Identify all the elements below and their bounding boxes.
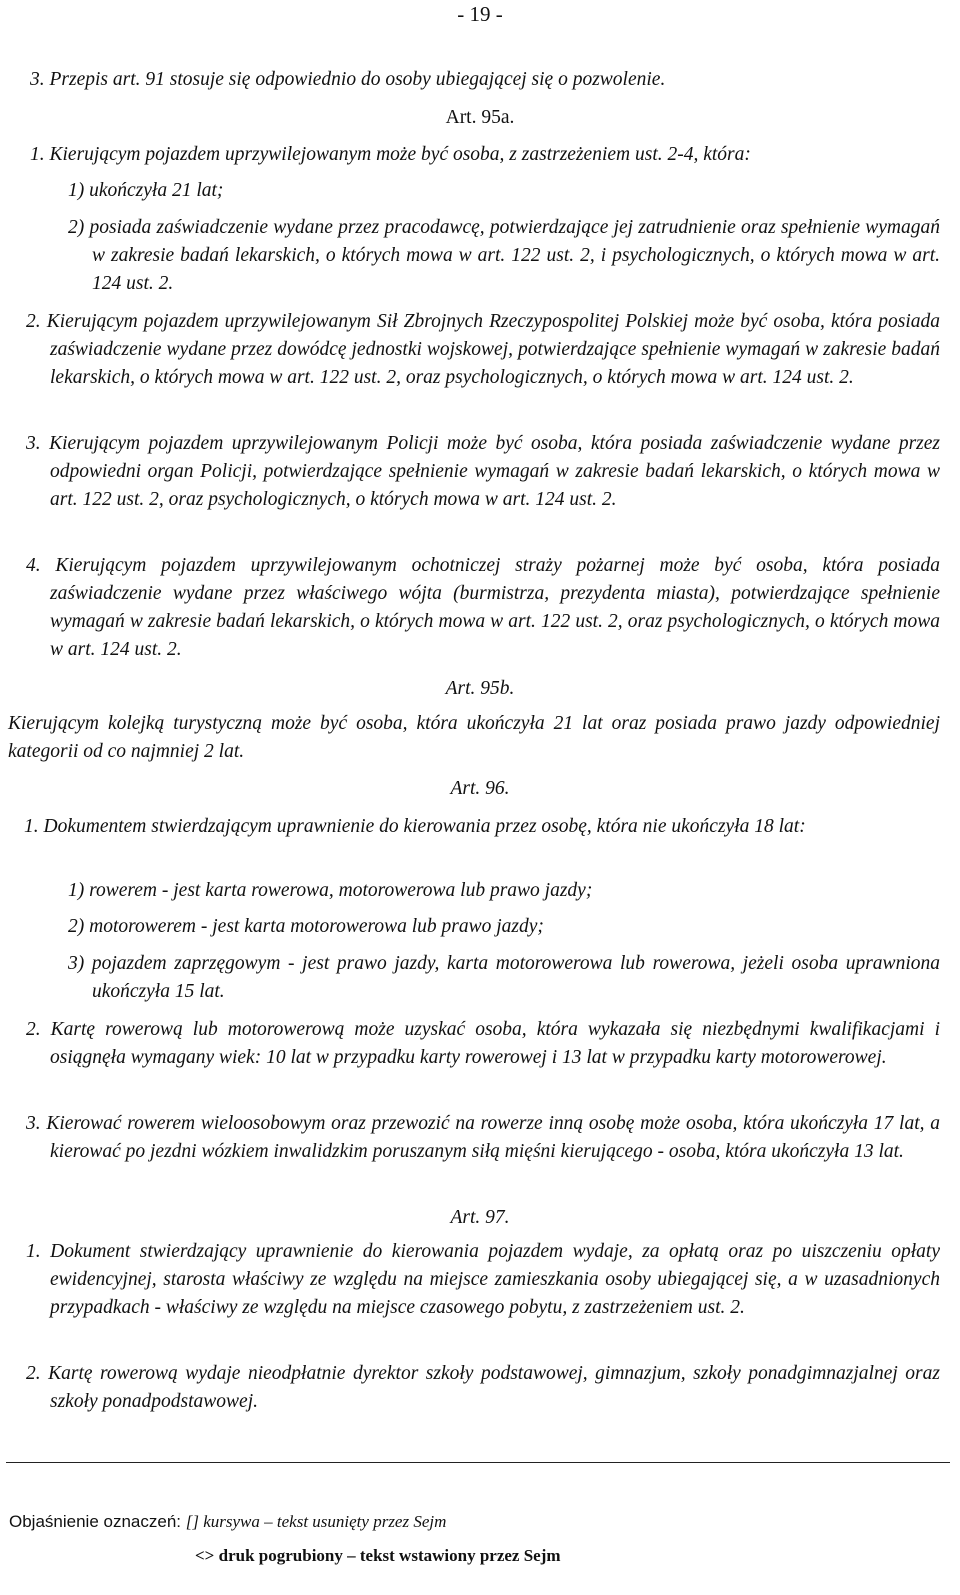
article-95b-heading: Art. 95b. xyxy=(445,678,515,699)
art97-paragraph-1: 1. Dokument stwierdzający uprawnienie do kierowania pojazdem wydaje, za opłatą oraz po uiszczeniu opłaty ewidencyjnej, starosta właściwy ze względu na miejsce zamieszkania osoby ubiegającej się, a w uzasadnionych przypadkach - właściwy ze względu na miejsce czasowego pobytu, z zastrzeżeniem ust. 2. xyxy=(26,1241,940,1318)
art96-paragraph-1: 1. Dokumentem stwierdzającym uprawnienie do kierowania przez osobę, która nie ukończyła 18 lat: xyxy=(24,816,806,837)
art96-paragraph-3: 3. Kierować rowerem wieloosobowym oraz przewozić na rowerze inną osobę może osoba, która ukończyła 17 lat, a kierować po jezdni wózkiem inwalidzkim poruszanym siłą mięśni kierującego - osoba, która ukończyła 13 lat. xyxy=(26,1113,940,1162)
article-95a-heading: Art. 95a. xyxy=(445,107,515,128)
footer-legend-italic-note: [] kursywa – tekst usunięty przez Sejm xyxy=(185,1512,447,1531)
art96-item-2: 2) motorowerem - jest karta motorowerowa lub prawo jazdy; xyxy=(68,916,544,937)
art95a-paragraph-3: 3. Kierującym pojazdem uprzywilejowanym Policji może być osoba, która posiada zaświadczenie wydane przez odpowiedni organ Policji, potwierdzające spełnienie wymagań w zakresie badań lekarskich, o których mowa w art. 122 ust. 2, oraz psychologicznych, o których mowa w art. 124 ust. 2. xyxy=(26,433,940,510)
footer-legend-label: Objaśnienie oznaczeń: xyxy=(9,1512,182,1531)
art96-item-1: 1) rowerem - jest karta rowerowa, motorowerowa lub prawo jazdy; xyxy=(68,880,593,901)
art95a-item-2: 2) posiada zaświadczenie wydane przez pracodawcę, potwierdzające jej zatrudnienie oraz spełnienie wymagań w zakresie badań lekarskich, o których mowa w art. 122 ust. 2, i psychologicznych, o których mowa w art. 124 ust. 2. xyxy=(68,217,940,294)
art95a-paragraph-2: 2. Kierującym pojazdem uprzywilejowanym Sił Zbrojnych Rzeczypospolitej Polskiej może być osoba, która posiada zaświadczenie wydane przez dowódcę jednostki wojskowej, potwierdzające spełnienie wymagań w zakresie badań lekarskich, o których mowa w art. 122 ust. 2, oraz psychologicznych, o których mowa w art. 124 ust. 2. xyxy=(26,311,940,388)
art95a-paragraph-1: 1. Kierującym pojazdem uprzywilejowanym może być osoba, z zastrzeżeniem ust. 2-4, która: xyxy=(30,144,751,165)
art95b-text: Kierującym kolejką turystyczną może być osoba, która ukończyła 21 lat oraz posiada prawo jazdy odpowiedniej kategorii od co najmniej 2 lat. xyxy=(8,713,940,762)
art96-paragraph-2: 2. Kartę rowerową lub motorowerową może uzyskać osoba, która wykazała się niezbędnymi kwalifikacjami i osiągnęła wymagany wiek: 10 lat w przypadku karty rowerowej i 13 lat w przypadku karty motorowerowej. xyxy=(26,1019,940,1068)
art95a-paragraph-4: 4. Kierującym pojazdem uprzywilejowanym ochotniczej straży pożarnej może być osoba, która posiada zaświadczenie wydane przez właściwego wójta (burmistrza, prezydenta miasta), potwierdzające spełnienie wymagań w zakresie badań lekarskich, o których mowa w art. 122 ust. 2, oraz psychologicznych, o których mowa w art. 124 ust. 2. xyxy=(26,555,940,660)
footer-legend-line-1 xyxy=(9,1512,446,1532)
art95a-item-1: 1) ukończyła 21 lat; xyxy=(68,180,224,201)
footer-divider xyxy=(6,1462,950,1463)
footer-legend-bold-note: <> druk pogrubiony – tekst wstawiony przez Sejm xyxy=(195,1546,561,1565)
article-97-heading: Art. 97. xyxy=(450,1207,510,1228)
page-number: - 19 - xyxy=(457,2,503,26)
art96-item-3: 3) pojazdem zaprzęgowym - jest prawo jazdy, karta motorowerowa lub rowerowa, jeżeli osoba uprawniona ukończyła 15 lat. xyxy=(68,953,940,1002)
article-96-heading: Art. 96. xyxy=(450,778,510,799)
paragraph-3-przepis: 3. Przepis art. 91 stosuje się odpowiednio do osoby ubiegającej się o pozwolenie. xyxy=(30,69,666,90)
art97-paragraph-2: 2. Kartę rowerową wydaje nieodpłatnie dyrektor szkoły podstawowej, gimnazjum, szkoły ponadgimnazjalnej oraz szkoły ponadpodstawowej. xyxy=(26,1363,940,1412)
